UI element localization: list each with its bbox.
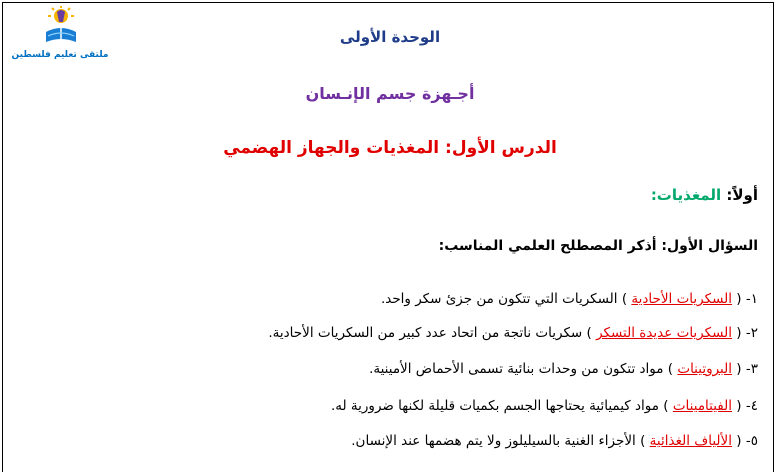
item-answer: الفيتامينات	[672, 398, 732, 414]
list-item: ٢- ( السكريات عديدة التسكر ) سكريات ناتجة من اتحاد عدد كبير من السكريات الأحادية.	[268, 325, 758, 341]
item-text: السكريات التي تتكون من جزئ سكر واحد.	[380, 291, 618, 307]
item-text: مواد كيميائية يحتاجها الجسم بكميات قليلة لكنها ضرورية له.	[330, 398, 659, 414]
section-title: المغذيات:	[650, 186, 722, 204]
item-answer: السكريات الأحادية	[631, 291, 732, 307]
logo-text: ملتقى تعليم فلسطين	[11, 50, 109, 60]
list-item: ١- ( السكريات الأحادية ) السكريات التي تتكون من جزئ سكر واحد.	[380, 291, 758, 307]
systems-title: أجـهزة جسم الإنـسان	[305, 84, 475, 103]
item-text: الأجزاء الغنية بالسيليلوز ولا يتم هضمها عند الإنسان.	[351, 433, 636, 449]
list-item: ٥- ( الألياف الغذائية ) الأجزاء الغنية بالسيليلوز ولا يتم هضمها عند الإنسان.	[351, 433, 758, 449]
item-text: مواد تتكون من وحدات بنائية تسمى الأحماض الأمينية.	[369, 361, 664, 377]
item-number: ٣-	[745, 361, 758, 377]
section-heading	[651, 186, 758, 204]
item-text: سكريات ناتجة من اتحاد عدد كبير من السكريات الأحادية.	[268, 325, 583, 341]
item-number: ٤-	[745, 398, 758, 414]
item-answer: الألياف الغذائية	[649, 433, 732, 449]
item-answer: البروتينات	[677, 361, 732, 377]
section-prefix: أولاً:	[726, 186, 758, 204]
list-item: ٣- ( البروتينات ) مواد تتكون من وحدات بنائية تسمى الأحماض الأمينية.	[369, 361, 758, 377]
list-item: ٤- ( الفيتامينات ) مواد كيميائية يحتاجها الجسم بكميات قليلة لكنها ضرورية له.	[330, 398, 758, 414]
item-number: ٥-	[745, 433, 758, 449]
lesson-title: الدرس الأول: المغذيات والجهاز الهضمي	[223, 138, 557, 158]
unit-title: الوحدة الأولى	[339, 28, 441, 46]
question-heading: السؤال الأول: أذكر المصطلح العلمي المناسب:	[438, 238, 758, 254]
item-answer: السكريات عديدة التسكر	[596, 325, 732, 341]
item-number: ١-	[745, 291, 758, 307]
item-number: ٢-	[745, 325, 758, 341]
